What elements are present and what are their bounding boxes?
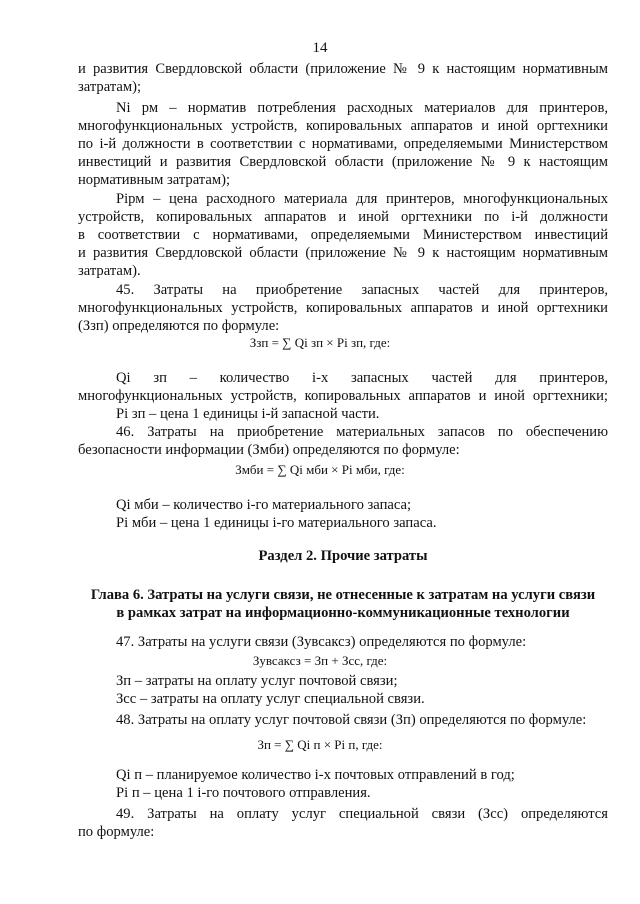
text-line: Pi мби – цена 1 единицы i-го материального запаса. [116, 515, 437, 531]
text-line: Piрм – цена расходного материала для принтеров, многофункциональных [116, 191, 608, 207]
section-heading: Раздел 2. Прочие затраты [258, 548, 428, 564]
text-line: в соответствии с нормативами, определяемыми Министерством инвестиций [78, 227, 608, 243]
text-line: по формуле: [78, 824, 155, 840]
text-line: и развития Свердловской области (приложение № 9 к настоящим нормативным [78, 245, 608, 261]
text-line: и развития Свердловской области (приложение № 9 к настоящим нормативным [78, 61, 608, 77]
text-line: затратам); [78, 79, 141, 95]
text-line: Qi мби – количество i-го материального запаса; [116, 497, 412, 513]
text-line: многофункциональных устройств, копировальных аппаратов и иной оргтехники [78, 300, 608, 316]
text-line: 46. Затраты на приобретение материальных запасов по обеспечению [116, 424, 608, 440]
text-line: безопасности информации (Змби) определяются по формуле: [78, 442, 460, 458]
text-line: многофункциональных устройств, копировальных аппаратов и иной оргтехники; [78, 388, 608, 404]
text-line: многофункциональных устройств, копировальных аппаратов и иной оргтехники [78, 118, 608, 134]
text-line: 48. Затраты на оплату услуг почтовой связи (Зп) определяются по формуле: [116, 712, 587, 728]
text-line: устройств, копировальных аппаратов и иной оргтехники по i-й должности [78, 209, 608, 225]
text-line: 45. Затраты на приобретение запасных частей для принтеров, [116, 282, 608, 298]
text-line: 47. Затраты на услуги связи (Зувсаксз) определяются по формуле: [116, 634, 527, 650]
chapter-heading: в рамках затрат на информационно-коммуникационные технологии [116, 605, 570, 621]
text-line: инвестиций и развития Свердловской области (приложение № 9 к настоящим [78, 154, 608, 170]
chapter-heading: Глава 6. Затраты на услуги связи, не отнесенные к затратам на услуги связи [90, 587, 596, 603]
text-line: Qi п – планируемое количество i-х почтовых отправлений в год; [116, 767, 515, 783]
formula-47: Зувсаксз = Зп + Зсс, где: [252, 653, 388, 668]
text-line: Ni рм – норматив потребления расходных материалов для принтеров, [116, 100, 608, 116]
formula-45: Ззп = ∑ Qi зп × Pi зп, где: [249, 335, 391, 350]
text-line: Зсс – затраты на оплату услуг специальной связи. [116, 691, 425, 707]
text-line: Pi п – цена 1 i-го почтового отправления. [116, 785, 371, 801]
text-line: (Ззп) определяются по формуле: [78, 318, 280, 334]
text-line: затратам). [78, 263, 141, 279]
formula-48: Зп = ∑ Qi п × Pi п, где: [257, 737, 383, 752]
text-line: Qi зп – количество i-х запасных частей для принтеров, [116, 370, 608, 386]
text-line: 49. Затраты на оплату услуг специальной связи (Зсс) определяются [116, 806, 608, 822]
text-line: по i-й должности в соответствии с нормативами, определяемыми Министерством [78, 136, 608, 152]
text-line: Зп – затраты на оплату услуг почтовой связи; [116, 673, 398, 689]
formula-46: Змби = ∑ Qi мби × Pi мби, где: [235, 462, 405, 477]
text-line: Pi зп – цена 1 единицы i-й запасной части. [116, 406, 380, 422]
text-line: нормативным затратам); [78, 172, 230, 188]
page-number: 14 [312, 40, 328, 56]
